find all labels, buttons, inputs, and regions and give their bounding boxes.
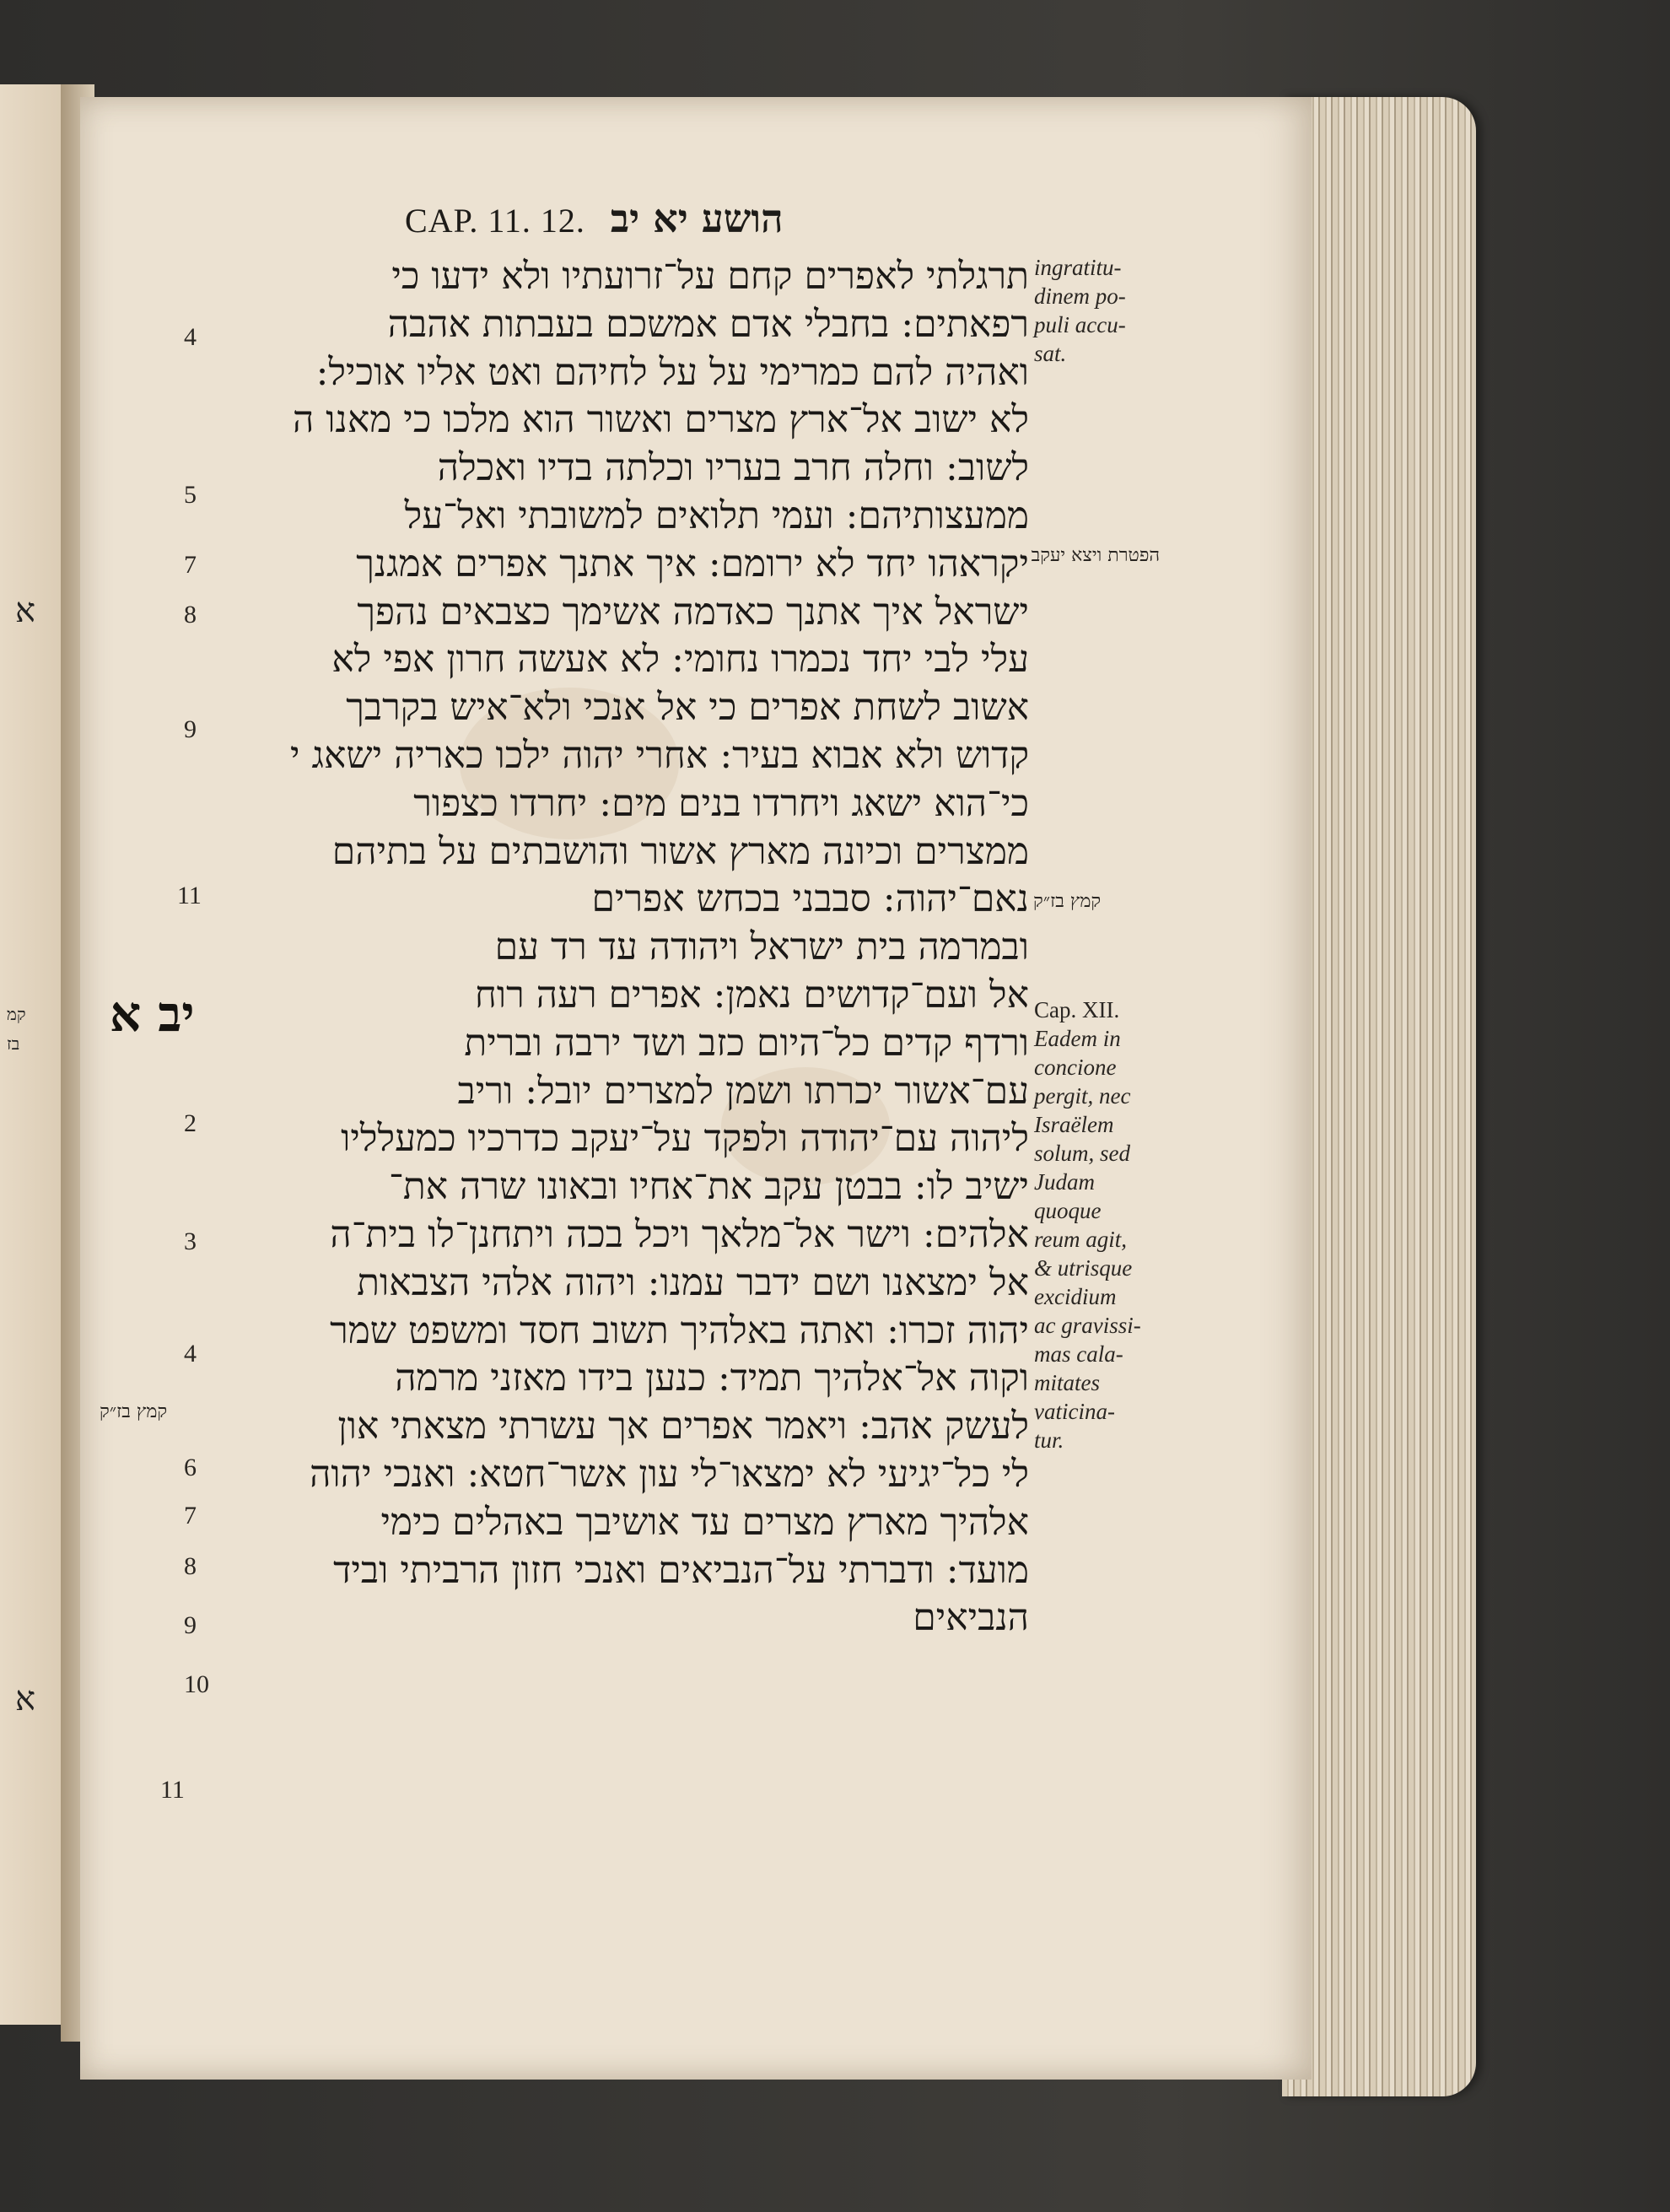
verse-number: 11 <box>177 882 202 909</box>
text-line: עלי לבי יחד נכמרו נחומי: לא אעשה חרון אפי לא <box>331 638 1029 682</box>
text-line: אל ימצאנו ושם ידבר עמנו: ויהוה אלהי הצבאות <box>357 1260 1029 1304</box>
verse-number: 4 <box>184 323 197 351</box>
text-line: אל ועם־קדושים נאמן: אפרים רעה רוח <box>474 973 1029 1017</box>
text-line: לעשק אהב: ויאמר אפרים אך עשרתי מצאתי און <box>337 1405 1029 1449</box>
verse-number: 11 <box>160 1776 185 1804</box>
text-line: לי כל־יגיעי לא ימצאו־לי עון אשר־חטא: ואנכי יהוה <box>310 1452 1029 1496</box>
note-line: mas cala- <box>1034 1341 1123 1367</box>
note-line: solum, sed <box>1034 1141 1130 1166</box>
text-line: עם־אשור יכרתו ושמן למצרים יובל: וריב <box>457 1069 1029 1113</box>
text-line: ישראל איך אתנך כאדמה אשימך כצבאים נהפך <box>357 590 1029 634</box>
note-line: Cap. XII. <box>1034 997 1120 1022</box>
text-line: ליהוה עם־יהודה ולפקד על־יעקב כדרכיו כמעלליו <box>341 1117 1029 1161</box>
text-line: ואהיה להם כמרימי על על לחיהם ואט אליו אוכיל: <box>315 350 1029 394</box>
text-line: וקוה אל־אלהיך תמיד: כנען בידו מאזני מרמה <box>395 1357 1029 1400</box>
note-line: Israëlem <box>1034 1112 1114 1137</box>
note-line: dinem po- <box>1034 283 1126 309</box>
text-line: ובמרמה בית ישראל ויהודה עד רד עם <box>494 925 1029 969</box>
note-line: excidium <box>1034 1284 1117 1309</box>
note-line: Eadem in <box>1034 1026 1121 1051</box>
verse-number: 10 <box>184 1670 209 1698</box>
chapter-marker: יב א <box>110 985 195 1043</box>
verse-number: 9 <box>184 715 197 743</box>
marginal-kamatz-note: קמץ בז״ק <box>1033 891 1102 912</box>
verse-number: 5 <box>184 481 197 509</box>
note-line: ingratitu- <box>1034 255 1122 280</box>
verse-number: 4 <box>184 1340 197 1368</box>
hebrew-text-block <box>169 253 1029 1643</box>
text-line: לא ישוב אל־ארץ מצרים ואשור הוא מלכו כי מאנו ה <box>292 398 1029 442</box>
verse-number: 2 <box>184 1109 197 1137</box>
text-line: יהוה זכרו: ואתה באלהיך תשוב חסד ומשפט שמר <box>330 1308 1029 1352</box>
verse-number: 7 <box>184 1502 197 1530</box>
text-line: ממצרים וכיונה מארץ אשור והושבתים על בתיהם <box>331 829 1029 873</box>
running-header <box>405 196 877 246</box>
text-line: לשוב: וחלה חרב בעריו וכלתה בדיו ואכלה <box>437 446 1029 490</box>
note-line: quoque <box>1034 1198 1102 1223</box>
note-line: pergit, nec <box>1034 1083 1131 1109</box>
note-line: mitates <box>1034 1370 1100 1395</box>
note-line: & utrisque <box>1034 1255 1133 1281</box>
marginal-haftarah-note: הפטרת ויצא יעקב <box>1031 545 1160 566</box>
text-line: תרגלתי לאפרים קחם על־זרועתיו ולא ידעו כי <box>391 255 1029 298</box>
text-line: כי־הוא ישאג ויחרדו בנים מים: יחרדו כצפור <box>413 781 1029 825</box>
running-title: הושע יא יב <box>610 196 784 241</box>
verse-number: 6 <box>184 1454 197 1481</box>
note-line: vaticina- <box>1034 1399 1115 1424</box>
verse-number: 3 <box>184 1227 197 1255</box>
chapter-label: CAP. 11. 12. <box>405 202 585 240</box>
prev-page-glyph: א <box>15 1680 36 1718</box>
marginal-kamatz-note: קמץ בז״ק <box>100 1401 168 1422</box>
text-line: קדוש ולא אבוא בעיר: אחרי יהוה ילכו כאריה ישאג י <box>289 733 1029 777</box>
note-line: ac gravissi- <box>1034 1313 1141 1338</box>
marginal-note-ingratitude <box>1034 253 1161 368</box>
text-line: אלהיך מארץ מצרים עד אושיבך באהלים כימי <box>380 1500 1029 1544</box>
note-line: concione <box>1034 1055 1117 1080</box>
marginal-note-chapter-xii <box>1034 995 1161 1454</box>
verse-number: 8 <box>184 1552 197 1580</box>
prev-page-glyph: בז <box>7 1033 20 1054</box>
note-line: sat. <box>1034 341 1067 366</box>
note-line: tur. <box>1034 1427 1064 1453</box>
text-line: ישיב לו: בבטן עקב את־אחיו ובאונו שרה את־ <box>388 1165 1029 1209</box>
text-line: אלהים: וישר אל־מלאך ויכל בכה ויתחנן־לו בית־ה <box>330 1212 1029 1256</box>
verse-number: 9 <box>184 1611 197 1639</box>
note-line: puli accu- <box>1034 312 1126 337</box>
text-line: יקראהו יחד לא ירומם: איך אתנך אפרים אמגנך <box>356 542 1029 585</box>
text-line: מועד: ודברתי על־הנביאים ואנכי חזון הרביתי וביד <box>333 1548 1029 1592</box>
text-line: נאם־יהוה: סבבני בכחש אפרים <box>591 877 1029 921</box>
text-line: אשוב לשחת אפרים כי אל אנכי ולא־איש בקרבך <box>346 686 1029 730</box>
prev-page-glyph: קמ <box>7 1004 26 1024</box>
verse-number: 8 <box>184 601 197 629</box>
note-line: reum agit, <box>1034 1227 1127 1252</box>
text-line: רפאתים: בחבלי אדם אמשכם בעבתות אהבה <box>387 302 1029 346</box>
prev-page-glyph: א <box>15 591 36 630</box>
note-line: Judam <box>1034 1169 1095 1195</box>
text-line: ממעצותיהם: ועמי תלואים למשובתי ואל־על <box>404 494 1029 537</box>
verse-number: 7 <box>184 551 197 579</box>
text-line-catchword: הנביאים <box>913 1596 1029 1640</box>
text-line: ורדף קדים כל־היום כזב ושד ירבה וברית <box>464 1021 1029 1065</box>
